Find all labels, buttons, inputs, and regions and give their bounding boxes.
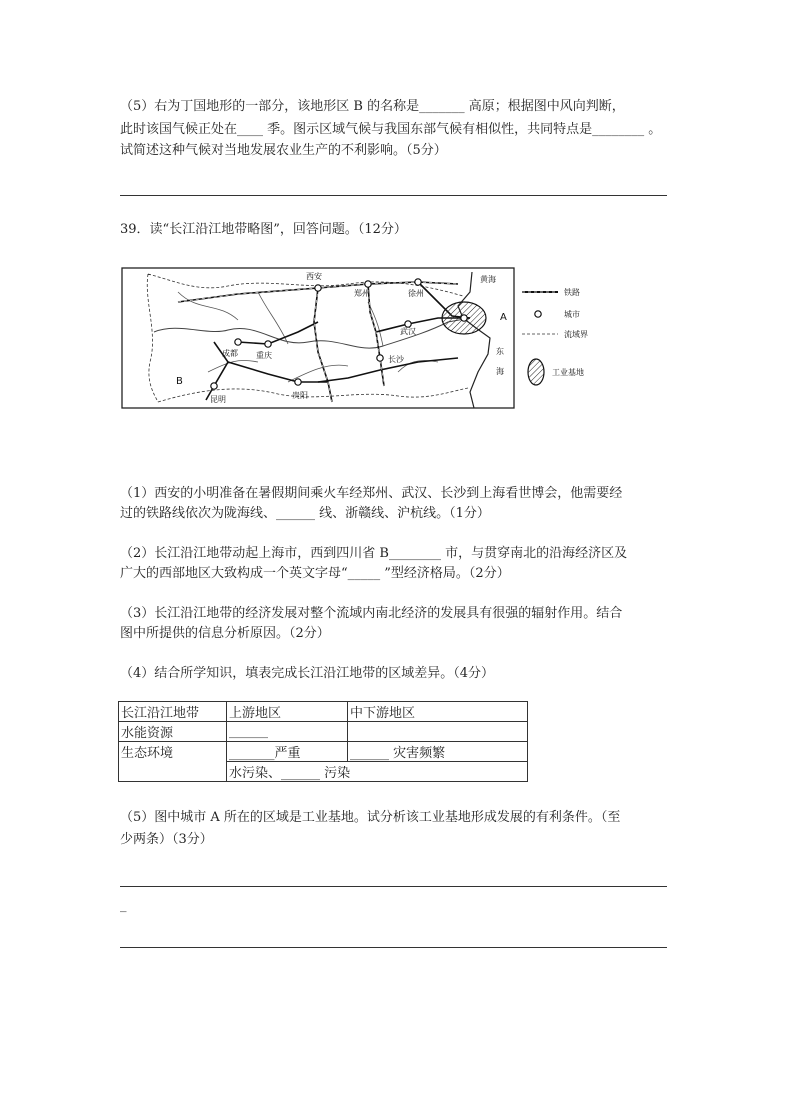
legend-boundary-label: 流域界 [564,330,588,339]
q39-1-line2: 过的铁路线依次为陇海线、______ 线、浙赣线、沪杭线。（1分） [120,506,490,521]
stray-dash: _ [120,898,127,913]
city-marker-guiyang [295,379,301,385]
legend-railway-label: 铁路 [564,288,580,297]
legend-city-symbol [535,311,541,317]
label-zhengzhou: 郑州 [354,289,370,298]
table-row [119,702,528,722]
q39-title: 39．读“长江沿江地带略图”，回答问题。（12分） [120,222,407,237]
label-changsha: 长沙 [388,355,404,364]
label-yellow-sea: 黄海 [480,275,496,284]
table-header-upper: 上游地区 [227,702,348,722]
label-chongqing: 重庆 [256,351,272,360]
legend-industrial-symbol [528,359,544,385]
answer-line [120,947,667,948]
label-east-sea-2: 海 [496,367,504,376]
label-xian: 西安 [306,272,322,281]
table-row-hydro-label: 水能资源 [119,722,227,742]
label-point-b: B [176,376,183,387]
table-hydro-upper-blank[interactable]: ______ [227,722,348,742]
city-marker-xian [315,285,321,291]
q39-2-line1: （2）长江沿江地带动起上海市，西到四川省 B________ 市，与贯穿南北的沿海经济区及 [120,546,628,561]
city-marker-chongqing [265,341,271,347]
q38-part5-line2: 此时该国气候正处在____ 季。图示区域气候与我国东部气候有相似性，共同特点是________ 。 [120,122,662,137]
legend-city-label: 城市 [564,310,580,319]
q39-3-line2: 图中所提供的信息分析原因。（2分） [120,626,330,641]
city-marker-kunming [211,383,217,389]
table-eco-upper-blank[interactable]: _______严重 [227,742,348,762]
table-header-region: 长江沿江地带 [119,702,227,722]
table-header-lower: 中下游地区 [348,702,528,722]
city-marker-a [461,315,467,321]
q39-2-line2: 广大的西部地区大致构成一个英文字母“_____ ”型经济格局。（2分） [120,566,510,581]
label-chengdu: 成都 [222,349,238,358]
q38-part5-line3: 试简述这种气候对当地发展农业生产的不利影响。（5分） [120,143,447,158]
q39-3-line1: （3）长江沿江地带的经济发展对整个流域内南北经济的发展具有很强的辐射作用。结合 [120,606,623,621]
label-xuzhou: 徐州 [408,289,424,298]
city-marker-xuzhou [415,279,421,285]
city-marker-changsha [377,355,383,361]
table-row [119,722,528,742]
label-guiyang: 贵阳 [292,391,308,400]
city-marker-zhengzhou [365,281,371,287]
yangtze-map [118,262,598,414]
q39-4-line1: （4）结合所学知识，填表完成长江沿江地带的区域差异。（4分） [120,666,495,681]
legend-industrial-label: 工业基地 [552,368,584,377]
region-difference-table [118,701,528,782]
label-point-a: A [500,312,507,323]
q39-1-line1: （1）西安的小明准备在暑假期间乘火车经郑州、武汉、长沙到上海看世博会，他需要经 [120,486,623,501]
label-wuhan: 武汉 [400,327,416,336]
table-row [119,742,528,762]
table-row-eco-label: 生态环境 [119,742,227,782]
q39-5-line1: （5）图中城市 A 所在的区域是工业基地。试分析该工业基地形成发展的有利条件。（至 [120,810,621,825]
table-eco-lower-blank[interactable]: ______ 灾害频繁 [348,742,528,762]
city-marker-chengdu [235,339,241,345]
table-hydro-lower-cell [348,722,528,742]
label-kunming: 昆明 [210,395,226,404]
answer-line [120,886,667,887]
label-east-sea-1: 东 [496,347,504,356]
q39-5-line2: 少两条）（3分） [120,832,213,847]
map-legend [522,287,588,385]
answer-line [120,195,667,196]
q38-part5-line1: （5）右为丁国地形的一部分，该地形区 B 的名称是_______ 高原；根据图中风向判断， [120,99,625,114]
table-eco-shared-blank[interactable]: 水污染、______ 污染 [227,762,528,782]
